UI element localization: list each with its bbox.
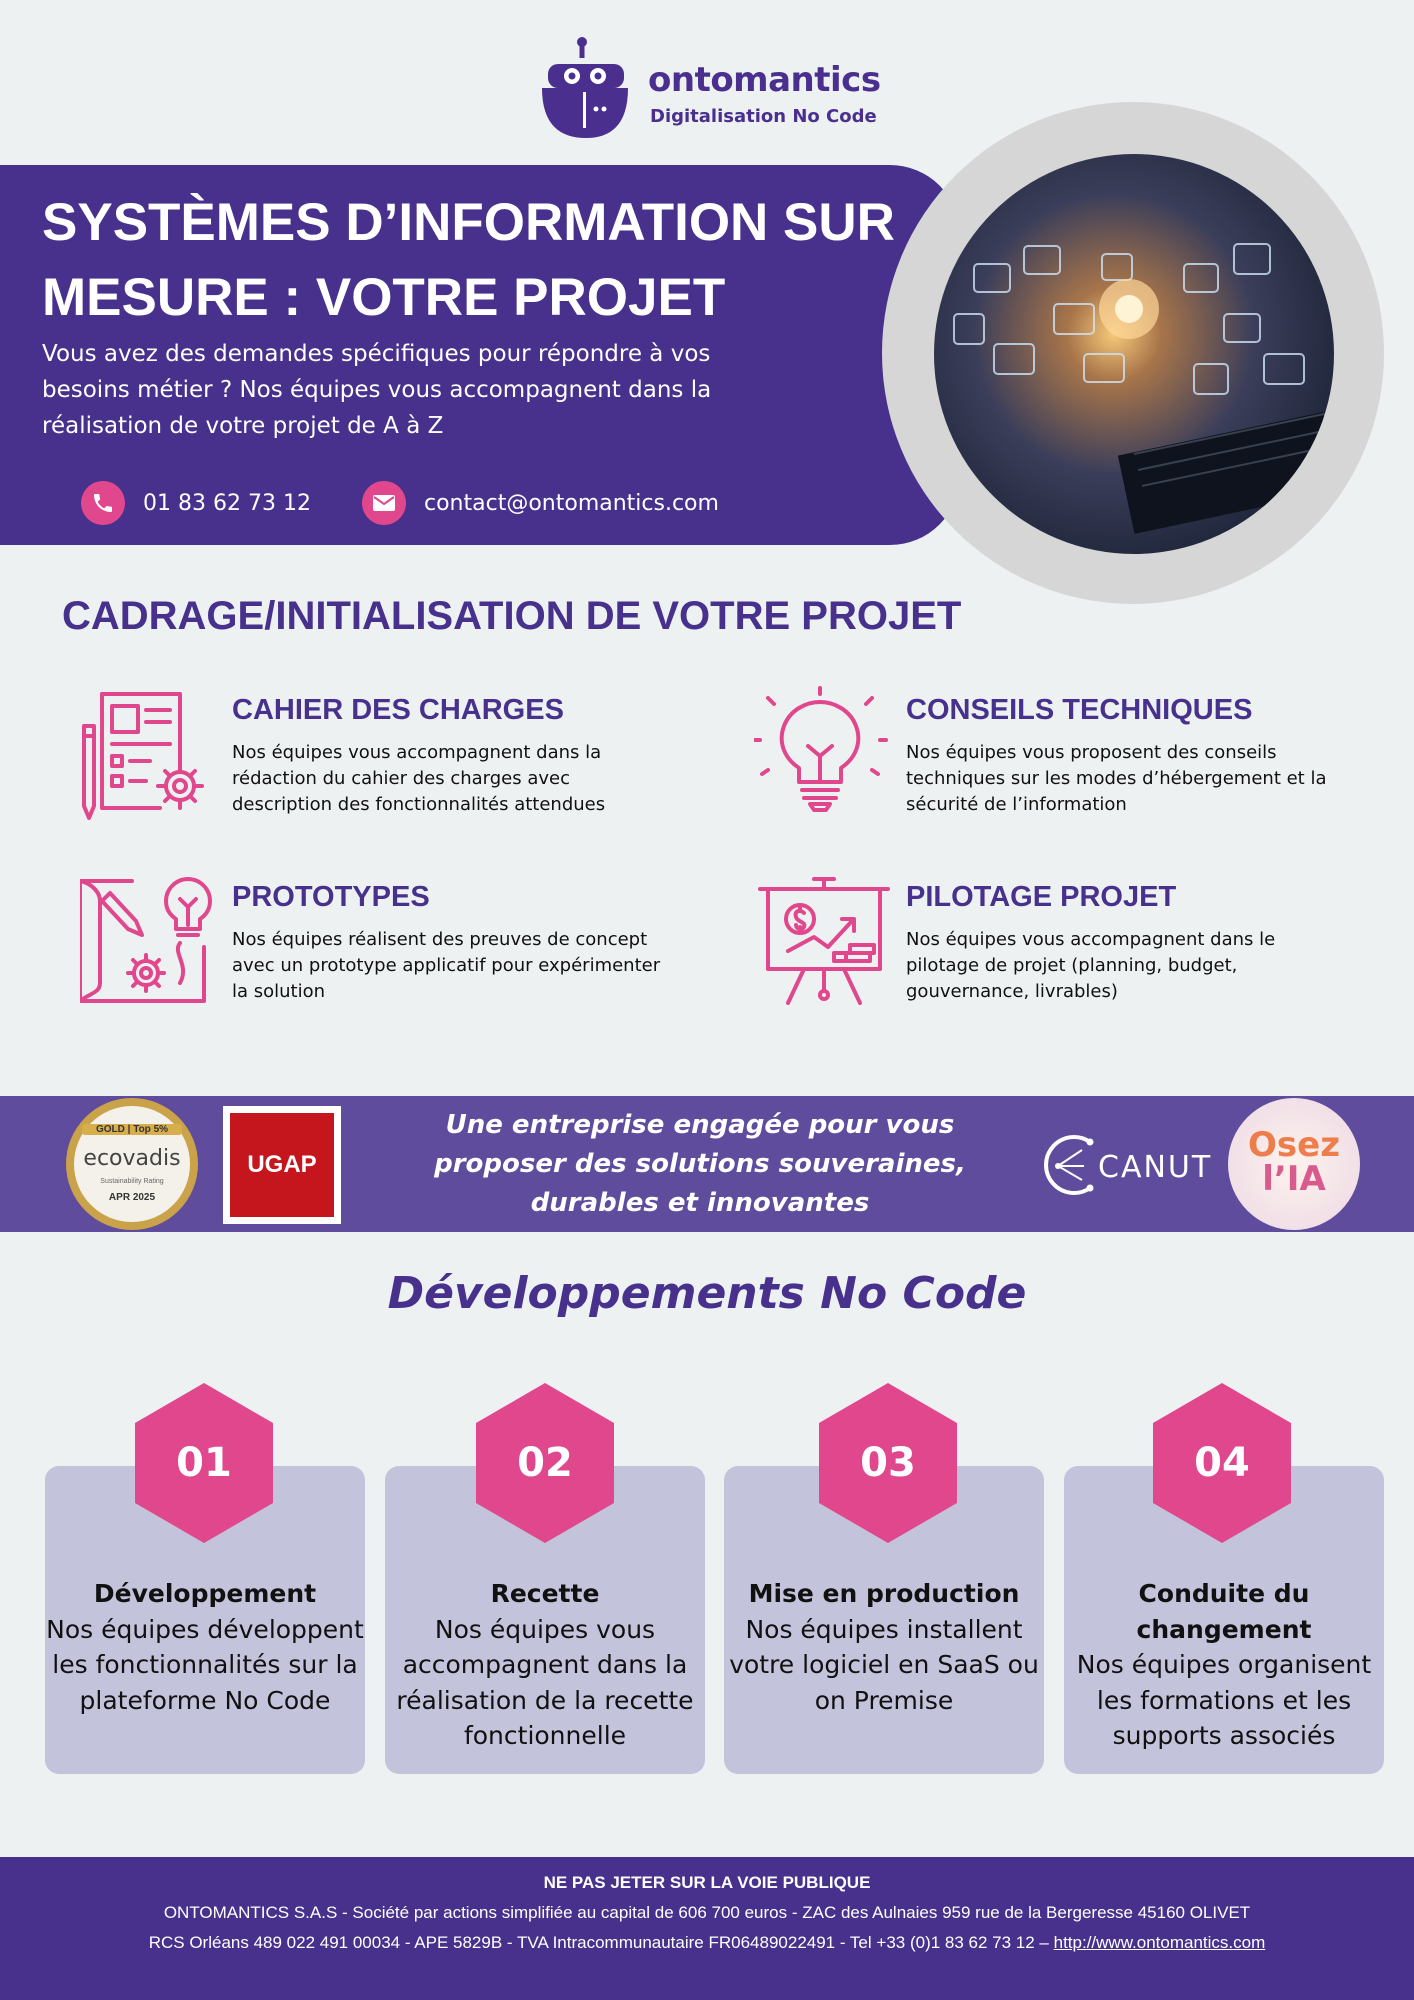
step-description: Nos équipes organisent les formations et les supports associés [1076,1650,1372,1750]
feature-text: Nos équipes vous accompagnent dans le pilotage de projet (planning, budget, gouvernance, livrables) [906,929,1276,1002]
canut-mark-icon [1044,1132,1104,1198]
section-title-no-code: Développements No Code [387,1268,1027,1319]
step-badge-4 [1149,1381,1295,1545]
hero-title [42,185,922,335]
step-description: Nos équipes développent les fonctionnalités sur la plateforme No Code [46,1614,364,1715]
feature-text: Nos équipes réalisent des preuves de concept avec un prototype applicatif pour expérimenter la solution [232,929,661,1002]
presentation-chart-icon [754,873,894,1013]
footer-notice: NE PAS JETER SUR LA VOIE PUBLIQUE [543,1873,871,1892]
step-badge-2 [472,1381,618,1545]
feature-text: Nos équipes vous proposent des conseils techniques sur les modes d’hébergement et la sécurité de l’information [906,742,1327,815]
osez-line2: l’IA [1262,1159,1326,1199]
step-description: Nos équipes vous accompagnent dans la réalisation de la recette fonctionnelle [396,1614,694,1750]
step-text-1 [45,1576,365,1718]
ecovadis-date: APR 2025 [108,1192,156,1203]
ecovadis-badge [66,1098,198,1230]
step-badge-1 [131,1381,277,1545]
ugap-text: UGAP [230,1113,334,1217]
email-icon [362,481,406,525]
brand-name: ontomantics [648,60,881,100]
step-badge-3 [815,1381,961,1545]
step-number: 03 [860,1440,916,1486]
brand-tagline: Digitalisation No Code [650,106,877,127]
website-link[interactable]: http://www.ontomantics.com [1053,1933,1266,1952]
feature-cahier-des-charges [80,686,680,826]
feature-pilotage-projet [754,873,1354,1013]
ecovadis-rank: GOLD | Top 5% [82,1124,182,1135]
hero-title-line2: MESURE : VOTRE PROJET [42,268,726,327]
ecovadis-sub: Sustainability Rating [100,1178,164,1185]
phone-number: 01 83 62 73 12 [143,490,311,516]
email-address: contact@ontomantics.com [424,490,719,516]
step-title: Recette [490,1579,600,1608]
osez-line1: Osez [1248,1125,1340,1165]
commitment-line3: durables et innovantes [530,1188,870,1218]
hero-title-line1: SYSTÈMES D’INFORMATION SUR [42,193,895,252]
step-title: Développement [93,1579,317,1608]
hero-subtitle: Vous avez des demandes spécifiques pour répondre à vos besoins métier ? Nos équipes vous accompagnent dans la réalisation de votre projet de A à Z [42,341,712,439]
step-number: 04 [1194,1440,1250,1486]
feature-prototypes [80,873,680,1013]
brand-logo [540,34,880,144]
step-description: Nos équipes installent votre logiciel en SaaS ou on Premise [729,1614,1039,1715]
feature-title: PROTOTYPES [232,881,430,913]
step-text-4 [1064,1576,1384,1754]
step-text-2 [385,1576,705,1754]
lightbulb-icon [754,686,894,826]
ecovadis-name: ecovadis [83,1146,181,1171]
canut-logo [1044,1128,1214,1202]
robot-icon [540,34,632,144]
step-number: 02 [517,1440,573,1486]
footer-legal: ONTOMANTICS S.A.S - Société par actions simplifiée au capital de 606 700 euros - ZAC des Aulnaies 959 rue de la Bergeresse 45160 OLIVET [163,1903,1251,1922]
osez-ia-logo [1228,1098,1360,1230]
document-gear-icon [80,686,220,826]
blueprint-idea-icon [80,873,220,1013]
commitment-text [420,1106,980,1223]
footer-registration [0,1933,1414,1953]
ugap-logo [223,1106,341,1224]
step-number: 01 [176,1440,232,1486]
hero-photo [934,154,1334,554]
step-title: Mise en production [748,1579,1020,1608]
feature-text: Nos équipes vous accompagnent dans la rédaction du cahier des charges avec description des fonctionnalités attendues [232,742,606,815]
feature-title: PILOTAGE PROJET [906,881,1177,913]
step-title: Conduite du changement [1136,1579,1312,1644]
footer-registration-text: RCS Orléans 489 022 491 00034 - APE 5829B - TVA Intracommunautaire FR06489022491 - Tel +33 (0)1 83 62 73 12 – [148,1933,1054,1952]
phone-contact[interactable] [81,480,311,526]
section-title-cadrage: CADRAGE/INITIALISATION DE VOTRE PROJET [62,594,962,638]
feature-title: CAHIER DES CHARGES [232,694,564,726]
step-text-3 [724,1576,1044,1718]
feature-conseils-techniques [754,686,1354,826]
feature-title: CONSEILS TECHNIQUES [906,694,1253,726]
tech-illustration [934,154,1334,554]
footer [0,1857,1414,2000]
canut-text: CANUT [1098,1150,1213,1185]
commitment-line2: proposer des solutions souveraines, [434,1149,966,1179]
email-contact[interactable] [362,480,719,526]
commitment-line1: Une entreprise engagée pour vous [445,1110,955,1140]
phone-icon [81,481,125,525]
